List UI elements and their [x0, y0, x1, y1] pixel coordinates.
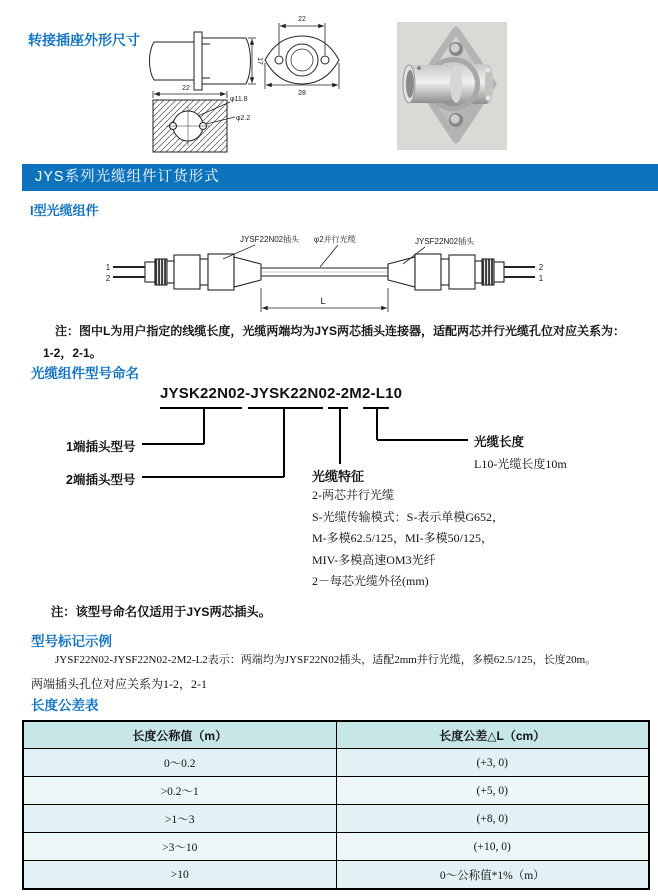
flange-front-view — [265, 36, 339, 84]
example-line2: 两端插头孔位对应关系为1-2，2-1 — [31, 677, 207, 691]
cell-nominal: >3～10 — [23, 833, 336, 861]
table-row — [23, 749, 649, 777]
cell-tolerance: (+5, 0) — [336, 777, 649, 805]
cell-tolerance: 0～公称值*1%（m） — [336, 861, 649, 890]
example-section-title: 型号标记示例 — [31, 634, 112, 649]
naming-section-title: 光缆组件型号命名 — [31, 366, 139, 381]
table-header-row — [23, 721, 649, 749]
right-plug-label: JYSF22N02插头 — [415, 237, 475, 246]
outline-drawing — [140, 10, 355, 160]
cell-tolerance: (+10, 0) — [336, 833, 649, 861]
left-plug-label: JYSF22N02插头 — [240, 235, 300, 244]
cell-tolerance: (+3, 0) — [336, 749, 649, 777]
cable-assembly-diagram — [55, 228, 595, 320]
cable-feature-list — [312, 485, 504, 593]
tolerance-table-title: 长度公差表 — [31, 698, 99, 713]
cable-length-label: 光缆长度 — [474, 435, 525, 449]
cable-feature-label: 光缆特征 — [312, 469, 365, 484]
connector-3d-render — [397, 22, 507, 150]
cable-label: φ2并行光缆 — [314, 235, 356, 244]
feature-line: 2－每芯光缆外径(mm) — [312, 574, 429, 588]
hole-dia-label: φ11.8 — [230, 96, 248, 103]
cutout-width-dim — [153, 91, 227, 98]
cutout-width-dim-label: 22 — [182, 85, 190, 92]
table-row — [23, 833, 649, 861]
diagram-note-line1: 注：图中L为用户指定的线缆长度，光缆两端均为JYS两芯插头连接器，适配两芯并行光缆孔位对应关系为： — [55, 324, 626, 338]
example-line1: JYSF22N02-JYSF22N02-2M2-L2表示：两端均为JYSF22N02插头，适配2mm并行光缆，多模62.5/125，长度20m。 — [55, 654, 597, 666]
end1-plug-label: 1端插头型号 — [66, 440, 136, 454]
cell-nominal: >0.2～1 — [23, 777, 336, 805]
col-header-tolerance: 长度公差△L（cm） — [336, 721, 649, 749]
naming-note: 注：该型号命名仅适用于JYS两芯插头。 — [51, 605, 271, 619]
cell-nominal: >1～3 — [23, 805, 336, 833]
flange-hole-span-label: 22 — [298, 16, 306, 23]
outline-dimensions-title: 转接插座外形尺寸 — [28, 32, 140, 48]
feature-line: S-光缆传输模式：S-表示单模G652， — [312, 509, 505, 524]
feature-line: MIV-多模高速OM3光纤 — [312, 552, 436, 567]
left-pin-bottom-label: 2 — [105, 274, 111, 283]
cell-nominal: 0～0.2 — [23, 749, 336, 777]
pin-hole-dia-label: φ2.2 — [236, 115, 251, 122]
side-view — [150, 32, 251, 90]
side-height-dim — [248, 38, 256, 84]
right-pin-bottom-label: 1 — [538, 274, 544, 283]
table-row — [23, 805, 649, 833]
section-banner: JYS系列光缆组件订货形式 — [22, 164, 658, 191]
table-row — [23, 777, 649, 805]
table-row — [23, 861, 649, 890]
diagram-note-line2: 1-2，2-1。 — [43, 346, 102, 360]
length-tolerance-table — [22, 720, 650, 890]
end2-plug-label: 2端插头型号 — [66, 473, 136, 487]
feature-line: M-多模62.5/125，MI-多模50/125， — [312, 531, 493, 545]
side-height-dim-label: 17 — [256, 57, 263, 65]
feature-line: 2-两芯并行光缆 — [312, 488, 394, 502]
cell-tolerance: (+8, 0) — [336, 805, 649, 833]
length-dim-label: L — [320, 296, 326, 306]
connector-3d-image — [397, 22, 507, 150]
flange-width-label: 28 — [298, 90, 306, 97]
cable-length-desc: L10-光缆长度10m — [474, 457, 567, 471]
right-connector — [388, 254, 504, 290]
left-pin-top-label: 1 — [105, 263, 111, 272]
cable-assembly-type-title: I型光缆组件 — [30, 203, 99, 218]
right-pin-top-label: 2 — [538, 263, 544, 272]
cell-nominal: >10 — [23, 861, 336, 890]
col-header-nominal-length: 长度公称值（m） — [23, 721, 336, 749]
left-connector — [145, 254, 261, 290]
model-number: JYSK22N02-JYSK22N02-2M2-L10 — [160, 385, 403, 402]
